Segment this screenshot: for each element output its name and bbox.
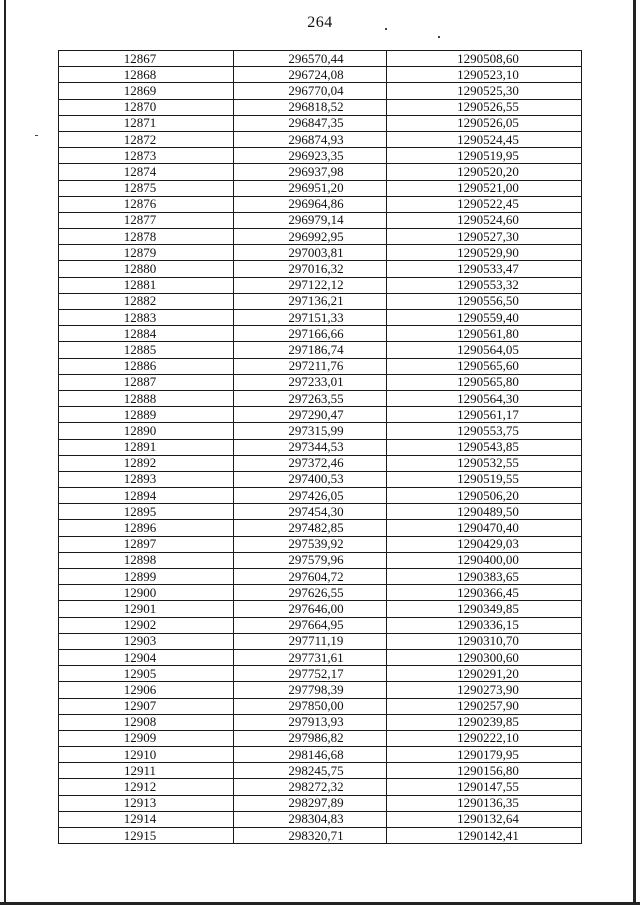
table-row [59, 245, 582, 261]
table-row [59, 310, 582, 326]
x-coordinate-cell: 297344,53 [234, 439, 387, 455]
y-coordinate-cell: 1290489,50 [387, 504, 582, 520]
table-row [59, 277, 582, 293]
y-coordinate-cell: 1290400,00 [387, 552, 582, 568]
table-row [59, 326, 582, 342]
x-coordinate-cell: 297136,21 [234, 293, 387, 309]
x-coordinate-cell: 297604,72 [234, 569, 387, 585]
point-number-cell: 12902 [59, 617, 234, 633]
x-coordinate-cell: 297798,39 [234, 682, 387, 698]
y-coordinate-cell: 1290565,60 [387, 358, 582, 374]
y-coordinate-cell: 1290136,35 [387, 795, 582, 811]
y-coordinate-cell: 1290524,45 [387, 131, 582, 147]
y-coordinate-cell: 1290179,95 [387, 747, 582, 763]
point-number-cell: 12894 [59, 488, 234, 504]
table-row [59, 212, 582, 228]
y-coordinate-cell: 1290525,30 [387, 83, 582, 99]
table-row [59, 455, 582, 471]
x-coordinate-cell: 297646,00 [234, 601, 387, 617]
x-coordinate-cell: 297003,81 [234, 245, 387, 261]
table-row [59, 601, 582, 617]
point-number-cell: 12872 [59, 131, 234, 147]
table-row [59, 229, 582, 245]
x-coordinate-cell: 297664,95 [234, 617, 387, 633]
table-row [59, 488, 582, 504]
point-number-cell: 12912 [59, 779, 234, 795]
x-coordinate-cell: 296923,35 [234, 148, 387, 164]
point-number-cell: 12914 [59, 811, 234, 827]
y-coordinate-cell: 1290556,50 [387, 293, 582, 309]
point-number-cell: 12913 [59, 795, 234, 811]
x-coordinate-cell: 296724,08 [234, 67, 387, 83]
point-number-cell: 12884 [59, 326, 234, 342]
point-number-cell: 12910 [59, 747, 234, 763]
point-number-cell: 12886 [59, 358, 234, 374]
table-row [59, 795, 582, 811]
point-number-cell: 12877 [59, 212, 234, 228]
y-coordinate-cell: 1290520,20 [387, 164, 582, 180]
point-number-cell: 12870 [59, 99, 234, 115]
table-row [59, 439, 582, 455]
point-number-cell: 12881 [59, 277, 234, 293]
y-coordinate-cell: 1290142,41 [387, 828, 582, 844]
x-coordinate-cell: 298272,32 [234, 779, 387, 795]
table-row [59, 261, 582, 277]
y-coordinate-cell: 1290559,40 [387, 310, 582, 326]
y-coordinate-cell: 1290291,20 [387, 666, 582, 682]
y-coordinate-cell: 1290519,95 [387, 148, 582, 164]
point-number-cell: 12890 [59, 423, 234, 439]
table-row [59, 131, 582, 147]
point-number-cell: 12901 [59, 601, 234, 617]
x-coordinate-cell: 297211,76 [234, 358, 387, 374]
x-coordinate-cell: 296979,14 [234, 212, 387, 228]
x-coordinate-cell: 296818,52 [234, 99, 387, 115]
y-coordinate-cell: 1290532,55 [387, 455, 582, 471]
point-number-cell: 12896 [59, 520, 234, 536]
table-row [59, 666, 582, 682]
table-row [59, 407, 582, 423]
page-border-left [4, 0, 6, 905]
y-coordinate-cell: 1290519,55 [387, 471, 582, 487]
table-row [59, 682, 582, 698]
y-coordinate-cell: 1290506,20 [387, 488, 582, 504]
y-coordinate-cell: 1290239,85 [387, 714, 582, 730]
point-number-cell: 12887 [59, 374, 234, 390]
point-number-cell: 12876 [59, 196, 234, 212]
y-coordinate-cell: 1290222,10 [387, 730, 582, 746]
table-row [59, 67, 582, 83]
table-row [59, 358, 582, 374]
point-number-cell: 12904 [59, 649, 234, 665]
point-number-cell: 12911 [59, 763, 234, 779]
y-coordinate-cell: 1290553,32 [387, 277, 582, 293]
y-coordinate-cell: 1290300,60 [387, 649, 582, 665]
table-row [59, 763, 582, 779]
point-number-cell: 12882 [59, 293, 234, 309]
x-coordinate-cell: 297166,66 [234, 326, 387, 342]
page-number: 264 [307, 14, 333, 31]
scan-speck [35, 135, 38, 136]
x-coordinate-cell: 297711,19 [234, 633, 387, 649]
point-number-cell: 12892 [59, 455, 234, 471]
y-coordinate-cell: 1290521,00 [387, 180, 582, 196]
table-row [59, 520, 582, 536]
point-number-cell: 12908 [59, 714, 234, 730]
x-coordinate-cell: 297626,55 [234, 585, 387, 601]
point-number-cell: 12875 [59, 180, 234, 196]
point-number-cell: 12873 [59, 148, 234, 164]
x-coordinate-cell: 297731,61 [234, 649, 387, 665]
y-coordinate-cell: 1290524,60 [387, 212, 582, 228]
scan-speck [438, 36, 440, 38]
y-coordinate-cell: 1290561,80 [387, 326, 582, 342]
table-row [59, 698, 582, 714]
table-row [59, 552, 582, 568]
table-row [59, 164, 582, 180]
coordinates-table [58, 50, 582, 844]
table-row [59, 293, 582, 309]
x-coordinate-cell: 297151,33 [234, 310, 387, 326]
y-coordinate-cell: 1290526,55 [387, 99, 582, 115]
point-number-cell: 12878 [59, 229, 234, 245]
y-coordinate-cell: 1290533,47 [387, 261, 582, 277]
point-number-cell: 12867 [59, 51, 234, 67]
point-number-cell: 12891 [59, 439, 234, 455]
y-coordinate-cell: 1290527,30 [387, 229, 582, 245]
y-coordinate-cell: 1290561,17 [387, 407, 582, 423]
y-coordinate-cell: 1290543,85 [387, 439, 582, 455]
table-row [59, 828, 582, 844]
point-number-cell: 12868 [59, 67, 234, 83]
table-row [59, 83, 582, 99]
table-row [59, 423, 582, 439]
point-number-cell: 12907 [59, 698, 234, 714]
y-coordinate-cell: 1290429,03 [387, 536, 582, 552]
table-row [59, 374, 582, 390]
point-number-cell: 12898 [59, 552, 234, 568]
table-row [59, 390, 582, 406]
x-coordinate-cell: 297016,32 [234, 261, 387, 277]
x-coordinate-cell: 298297,89 [234, 795, 387, 811]
x-coordinate-cell: 298146,68 [234, 747, 387, 763]
y-coordinate-cell: 1290310,70 [387, 633, 582, 649]
table-row [59, 342, 582, 358]
point-number-cell: 12909 [59, 730, 234, 746]
point-number-cell: 12889 [59, 407, 234, 423]
x-coordinate-cell: 297579,96 [234, 552, 387, 568]
y-coordinate-cell: 1290156,80 [387, 763, 582, 779]
table-row [59, 811, 582, 827]
y-coordinate-cell: 1290470,40 [387, 520, 582, 536]
y-coordinate-cell: 1290257,90 [387, 698, 582, 714]
x-coordinate-cell: 298245,75 [234, 763, 387, 779]
y-coordinate-cell: 1290383,65 [387, 569, 582, 585]
point-number-cell: 12897 [59, 536, 234, 552]
y-coordinate-cell: 1290522,45 [387, 196, 582, 212]
x-coordinate-cell: 296992,95 [234, 229, 387, 245]
x-coordinate-cell: 298304,83 [234, 811, 387, 827]
table-row [59, 196, 582, 212]
y-coordinate-cell: 1290523,10 [387, 67, 582, 83]
x-coordinate-cell: 297539,92 [234, 536, 387, 552]
point-number-cell: 12888 [59, 390, 234, 406]
table-row [59, 180, 582, 196]
x-coordinate-cell: 296847,35 [234, 115, 387, 131]
x-coordinate-cell: 296570,44 [234, 51, 387, 67]
y-coordinate-cell: 1290273,90 [387, 682, 582, 698]
point-number-cell: 12885 [59, 342, 234, 358]
x-coordinate-cell: 297263,55 [234, 390, 387, 406]
table-row [59, 633, 582, 649]
x-coordinate-cell: 296964,86 [234, 196, 387, 212]
y-coordinate-cell: 1290553,75 [387, 423, 582, 439]
x-coordinate-cell: 297454,30 [234, 504, 387, 520]
x-coordinate-cell: 297400,53 [234, 471, 387, 487]
x-coordinate-cell: 297850,00 [234, 698, 387, 714]
point-number-cell: 12906 [59, 682, 234, 698]
table-row [59, 471, 582, 487]
y-coordinate-cell: 1290366,45 [387, 585, 582, 601]
point-number-cell: 12883 [59, 310, 234, 326]
x-coordinate-cell: 297372,46 [234, 455, 387, 471]
table-row [59, 730, 582, 746]
x-coordinate-cell: 297752,17 [234, 666, 387, 682]
x-coordinate-cell: 298320,71 [234, 828, 387, 844]
x-coordinate-cell: 297290,47 [234, 407, 387, 423]
table-row [59, 504, 582, 520]
table-row [59, 714, 582, 730]
x-coordinate-cell: 297122,12 [234, 277, 387, 293]
x-coordinate-cell: 296951,20 [234, 180, 387, 196]
x-coordinate-cell: 296937,98 [234, 164, 387, 180]
coordinates-table-body [59, 51, 582, 844]
y-coordinate-cell: 1290526,05 [387, 115, 582, 131]
point-number-cell: 12869 [59, 83, 234, 99]
table-row [59, 536, 582, 552]
x-coordinate-cell: 297426,05 [234, 488, 387, 504]
x-coordinate-cell: 297315,99 [234, 423, 387, 439]
table-row [59, 569, 582, 585]
y-coordinate-cell: 1290564,30 [387, 390, 582, 406]
point-number-cell: 12915 [59, 828, 234, 844]
point-number-cell: 12900 [59, 585, 234, 601]
x-coordinate-cell: 297233,01 [234, 374, 387, 390]
y-coordinate-cell: 1290529,90 [387, 245, 582, 261]
x-coordinate-cell: 297186,74 [234, 342, 387, 358]
point-number-cell: 12905 [59, 666, 234, 682]
table-row [59, 617, 582, 633]
point-number-cell: 12871 [59, 115, 234, 131]
y-coordinate-cell: 1290564,05 [387, 342, 582, 358]
table-row [59, 51, 582, 67]
x-coordinate-cell: 297913,93 [234, 714, 387, 730]
point-number-cell: 12899 [59, 569, 234, 585]
point-number-cell: 12880 [59, 261, 234, 277]
point-number-cell: 12879 [59, 245, 234, 261]
x-coordinate-cell: 297986,82 [234, 730, 387, 746]
table-row [59, 779, 582, 795]
table-row [59, 585, 582, 601]
x-coordinate-cell: 297482,85 [234, 520, 387, 536]
point-number-cell: 12893 [59, 471, 234, 487]
point-number-cell: 12874 [59, 164, 234, 180]
table-row [59, 649, 582, 665]
table-row [59, 115, 582, 131]
y-coordinate-cell: 1290508,60 [387, 51, 582, 67]
point-number-cell: 12895 [59, 504, 234, 520]
y-coordinate-cell: 1290132,64 [387, 811, 582, 827]
y-coordinate-cell: 1290336,15 [387, 617, 582, 633]
x-coordinate-cell: 296770,04 [234, 83, 387, 99]
y-coordinate-cell: 1290565,80 [387, 374, 582, 390]
x-coordinate-cell: 296874,93 [234, 131, 387, 147]
point-number-cell: 12903 [59, 633, 234, 649]
y-coordinate-cell: 1290349,85 [387, 601, 582, 617]
table-row [59, 747, 582, 763]
table-row [59, 99, 582, 115]
y-coordinate-cell: 1290147,55 [387, 779, 582, 795]
table-row [59, 148, 582, 164]
page-border-right [633, 0, 636, 905]
